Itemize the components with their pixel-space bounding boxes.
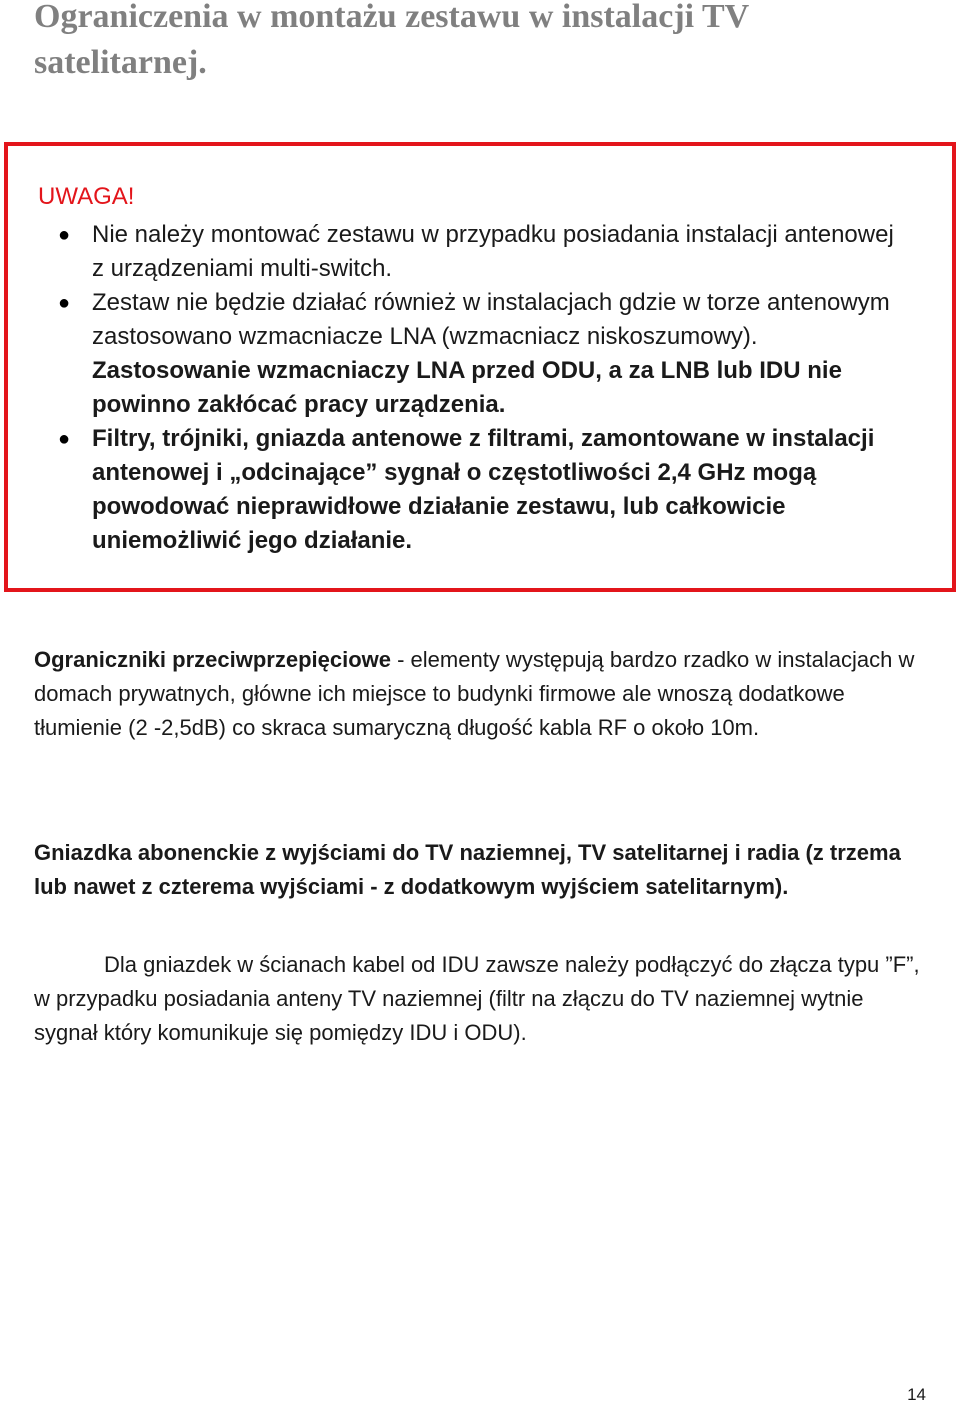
bullet-icon: ● — [58, 292, 71, 314]
warning-item-bold-text: Filtry, trójniki, gniazda antenowe z filtrami, zamontowane w instalacji antenowej i „odcinające” sygnał o częstotliwości 2,4 GHz mogą powodować nieprawidłowe działanie zestawu, lub całkowicie uniemożliwić jego działanie. — [92, 425, 875, 554]
page-title: Ograniczenia w montażu zestawu w instalacji TV satelitarnej. — [34, 0, 749, 81]
limiters-text: - elementy występują bardzo rzadko w instalacjach w domach prywatnych, główne ich miejsce to budynki firmowe ale wnoszą dodatkowe tłumienie (2 -2,5dB) co skraca sumaryczną długość kabla RF o około 10m. — [34, 647, 915, 740]
warning-list — [8, 218, 908, 558]
warning-heading: UWAGA! — [38, 183, 135, 210]
warning-box — [4, 142, 956, 592]
page-number: 14 — [907, 1385, 926, 1404]
warning-item-filters — [8, 422, 908, 558]
sockets-paragraph: Dla gniazdek w ścianach kabel od IDU zawsze należy podłączyć do złącza typu ”F”, w przypadku posiadania anteny TV naziemnej (filtr na złączu do TV naziemnej wytnie sygnał który komunikuje się pomiędzy IDU i ODU). — [34, 952, 920, 1045]
warning-item-bold-text: Zastosowanie wzmacniaczy LNA przed ODU, a za LNB lub IDU nie powinno zakłócać pracy urządzenia. — [92, 357, 842, 418]
sockets-heading: Gniazdka abonenckie z wyjściami do TV naziemnej, TV satelitarnej i radia (z trzema lub nawet z czterema wyjściami - z dodatkowym wyjściem satelitarnym). — [34, 840, 901, 899]
warning-item-multiswitch — [8, 218, 908, 286]
limiters-paragraph — [34, 643, 924, 745]
bullet-icon: ● — [58, 428, 71, 450]
warning-item-text: Nie należy montować zestawu w przypadku posiadania instalacji antenowej z urządzeniami multi-switch. — [92, 221, 894, 282]
warning-item-lna — [8, 286, 908, 422]
limiters-heading: Ograniczniki przeciwprzepięciowe — [34, 647, 391, 672]
bullet-icon: ● — [58, 224, 71, 246]
warning-item-text: Zestaw nie będzie działać również w instalacjach gdzie w torze antenowym zastosowano wzmacniacze LNA (wzmacniacz niskoszumowy). — [92, 289, 890, 350]
